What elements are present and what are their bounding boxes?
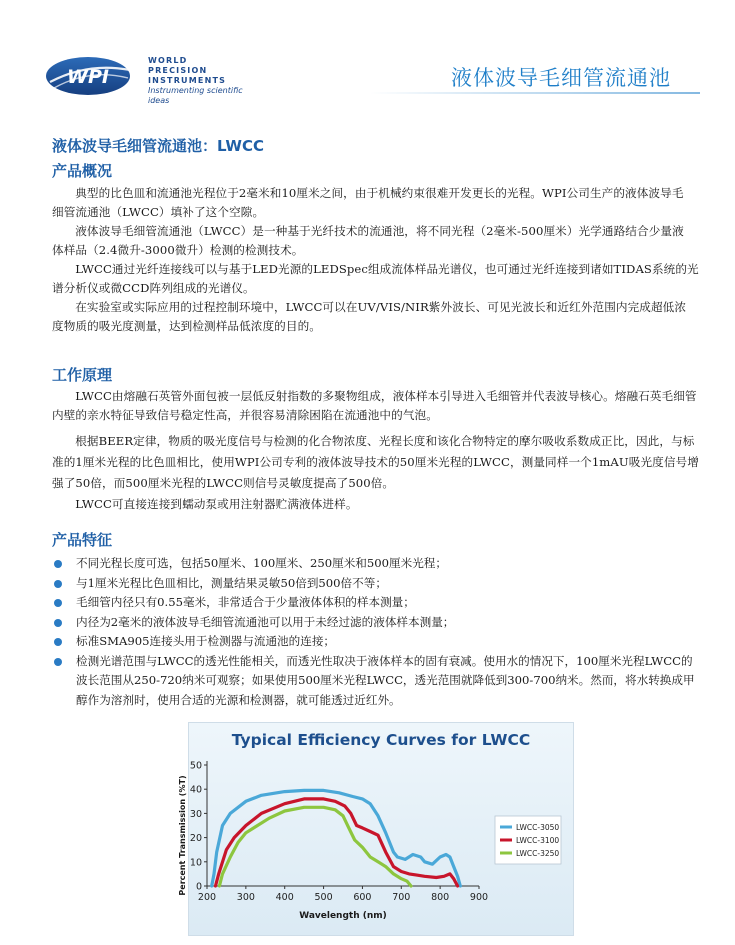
chart-plot — [178, 723, 573, 935]
logo-wordmark: WPI — [67, 66, 109, 88]
header-title: 液体波导毛细管流通池 — [451, 66, 671, 90]
bullet-icon — [54, 619, 62, 627]
logo-company-name — [148, 56, 254, 106]
overview-paragraph: 在实验室或实际应用的过程控制环境中，LWCC可以在UV/VIS/NIR紫外波长、可见光波长和近红外范围内完成超低浓度物质的吸光度测量，达到检测样品低浓度的目的。 — [52, 300, 687, 333]
feature-item — [50, 554, 700, 574]
logo-line-2: PRECISION — [148, 66, 208, 75]
legend-label: LWCC-3250 — [516, 849, 560, 858]
y-axis-label: Percent Transmission (%T) — [178, 775, 187, 896]
logo-line-1: WORLD — [148, 56, 188, 65]
overview-paragraph: LWCC通过光纤连接线可以与基于LED光源的LEDSpec组成流体样品光谱仪，也可通过光纤连接到诸如TIDAS系统的光谱分析仪或微CCD阵列组成的光谱仪。 — [52, 262, 699, 295]
feature-text: 标准SMA905连接头用于检测器与流通池的连接； — [76, 634, 336, 648]
features-list — [50, 554, 700, 710]
y-tick-label: 50 — [189, 760, 202, 772]
y-tick-label: 10 — [189, 857, 202, 869]
y-tick-label: 30 — [189, 808, 202, 820]
feature-item — [50, 613, 700, 633]
principle-paragraph: 根据BEER定律，物质的吸光度信号与检测的化合物浓度、光程长度和该化合物特定的摩尔吸收系数成正比，因此，与标准的1厘米光程的比色皿相比，使用WPI公司专利的液体波导技术的50厘米光程的LWCC，测量同样一个1mAU吸光度信号增强了50倍，而500厘米光程的LWCC则信号灵敏度提高了500倍。 — [52, 434, 699, 490]
header-divider — [370, 92, 700, 94]
wpi-logo — [44, 52, 254, 105]
bullet-icon — [54, 580, 62, 588]
y-tick-label: 40 — [189, 784, 202, 796]
series-line — [212, 790, 461, 886]
feature-text: 检测光谱范围与LWCC的透光性能相关，而透光性取决于液体样本的固有衰减。使用水的情况下，100厘米光程LWCC的波长范围从250-720纳米可观察；如果使用500厘米光程LWCC，透光范围就降低到300-700纳米。然而，将水转换成甲醇作为溶剂时，使用合适的光源和检测器，就可能透过近红外。 — [76, 653, 695, 707]
feature-text: 内径为2毫米的液体波导毛细管流通池可以用于未经过滤的液体样本测量； — [76, 614, 455, 629]
principle-heading: 工作原理 — [52, 366, 113, 384]
feature-text: 与1厘米光程比色皿相比，测量结果灵敏50倍到500倍不等； — [76, 575, 387, 590]
x-tick-label: 900 — [469, 892, 489, 903]
bullet-icon — [54, 638, 62, 646]
bullet-icon — [54, 658, 62, 666]
feature-text: 不同光程长度可选，包括50厘米、100厘米、250厘米和500厘米光程； — [76, 556, 447, 570]
legend-label: LWCC-3050 — [516, 823, 560, 832]
bullet-icon — [54, 560, 62, 568]
x-tick-label: 700 — [392, 892, 411, 903]
x-tick-label: 500 — [314, 892, 333, 903]
feature-item — [50, 574, 700, 594]
logo-tagline: Instrumenting scientific ideas — [148, 86, 243, 105]
document-title: 液体波导毛细管流通池：LWCC — [52, 137, 264, 155]
principle-paragraph: LWCC可直接连接到蠕动泵或用注射器贮满液体进样。 — [75, 497, 358, 511]
feature-item — [50, 652, 700, 711]
x-tick-label: 300 — [236, 892, 255, 903]
overview-heading: 产品概况 — [52, 162, 113, 180]
x-tick-label: 400 — [275, 892, 294, 903]
x-axis-label: Wavelength (nm) — [299, 911, 387, 921]
x-tick-label: 200 — [197, 892, 217, 903]
feature-item — [50, 593, 700, 613]
page-header — [0, 0, 735, 110]
feature-text: 毛细管内径只有0.55毫米，非常适合于少量液体体积的样本测量； — [76, 595, 415, 609]
y-tick-label: 20 — [189, 833, 202, 845]
wpi-logo-emblem-icon — [44, 52, 140, 98]
legend-label: LWCC-3100 — [516, 836, 560, 845]
overview-paragraph: 典型的比色皿和流通池光程位于2毫米和10厘米之间，由于机械约束很难开发更长的光程。WPI公司生产的液体波导毛细管流通池（LWCC）填补了这个空隙。 — [52, 186, 684, 219]
x-tick-label: 800 — [431, 892, 450, 903]
bullet-icon — [54, 599, 62, 607]
y-tick-label: 0 — [195, 881, 202, 893]
efficiency-chart — [178, 722, 574, 936]
feature-item — [50, 632, 700, 652]
x-tick-label: 600 — [353, 892, 372, 903]
features-heading: 产品特征 — [52, 531, 113, 549]
chart-title: Typical Efficiency Curves for LWCC — [231, 731, 531, 749]
logo-line-3: INSTRUMENTS — [148, 76, 227, 85]
overview-paragraph: 液体波导毛细管流通池（LWCC）是一种基于光纤技术的流通池，将不同光程（2毫米-500厘米）光学通路结合少量液体样品（2.4微升-3000微升）检测的检测技术。 — [52, 224, 684, 257]
principle-paragraph: LWCC由熔融石英管外面包被一层低反射指数的多聚物组成，液体样本引导进入毛细管并代表波导核心。熔融石英毛细管内壁的亲水特征导致信号稳定性高，并很容易清除困陷在流通池中的气泡。 — [52, 389, 697, 422]
